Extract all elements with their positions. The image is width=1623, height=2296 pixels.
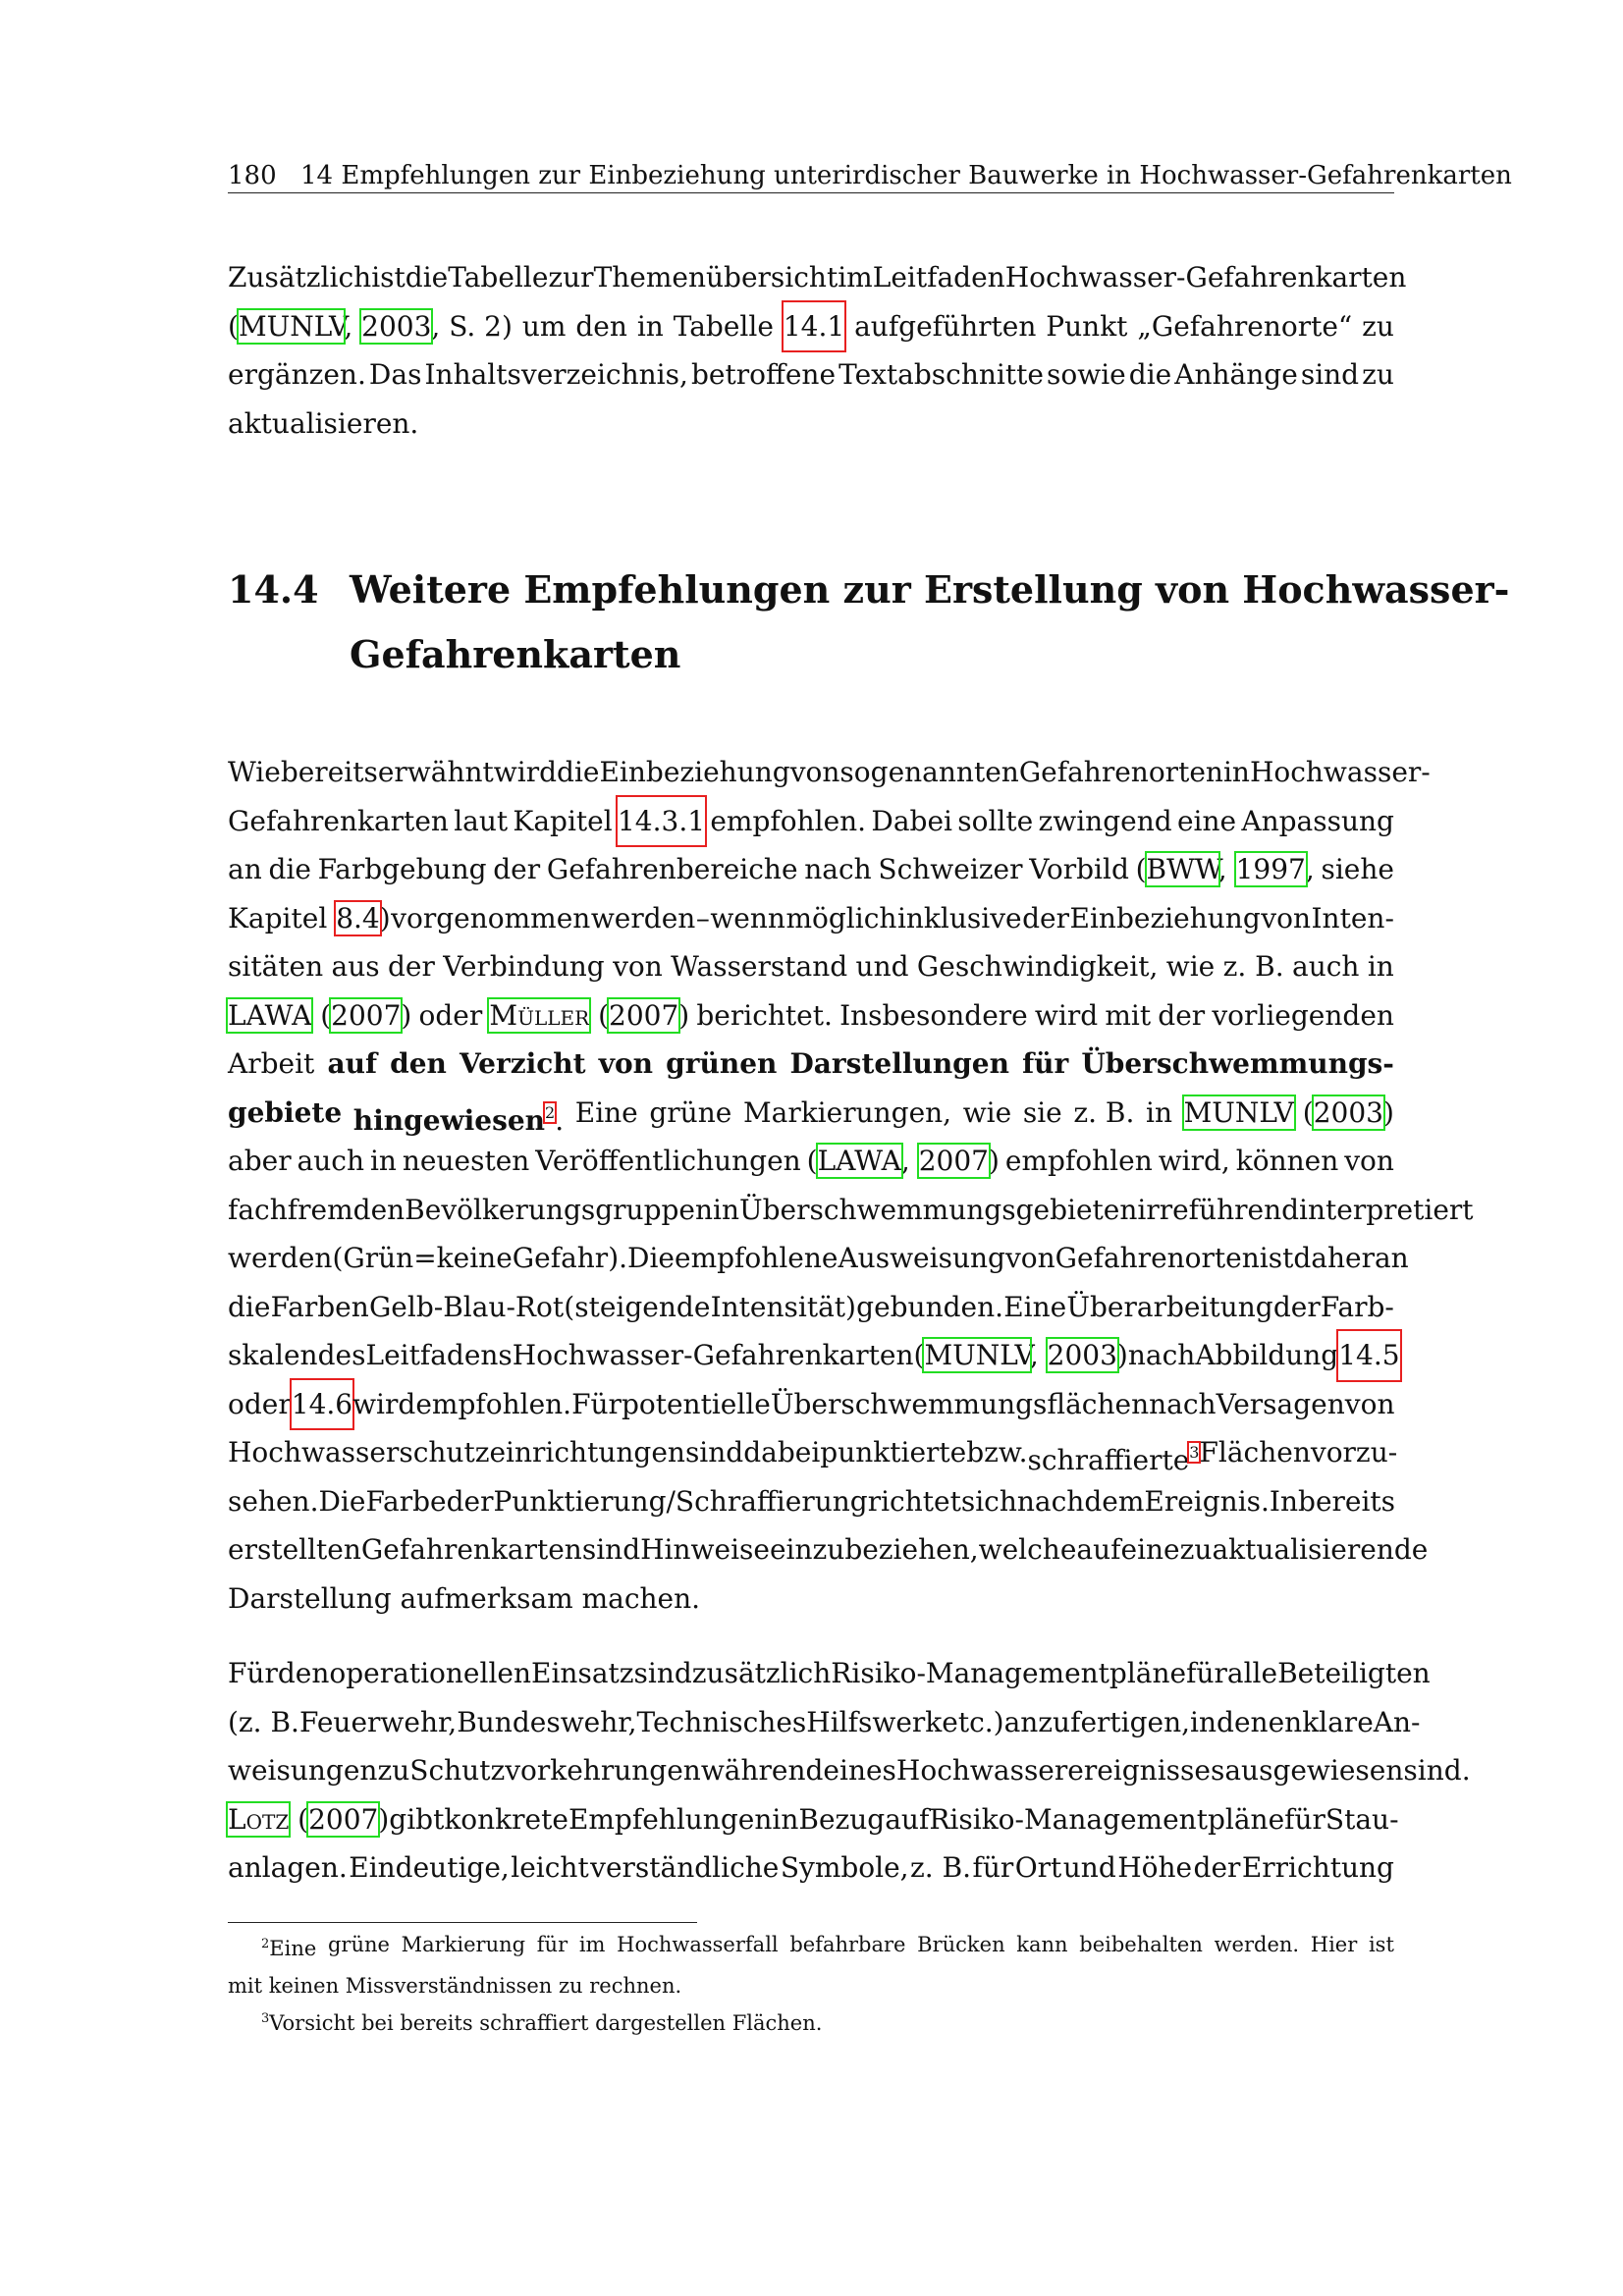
- section-title-line1: Weitere Empfehlungen zur Erstellung von Hochwasser-: [350, 567, 1510, 612]
- citation-link[interactable]: 2007: [918, 1145, 989, 1177]
- text-line: gebiete hingewiesen$^2$. Eine grüne Markierungen, wie sie z. B. in MUNLV (2003): [228, 1095, 1394, 1137]
- footnote-number: 2: [261, 1937, 270, 1951]
- paragraph-risk-management: [228, 1649, 1471, 1893]
- chapter-reference-link[interactable]: 14.3.1: [618, 797, 705, 846]
- text-line: ergänzen. Das Inhaltsverzeichnis, betroffene Textabschnitte sowie die Anhänge sind zu: [228, 358, 1394, 391]
- citation-link[interactable]: 2007: [331, 998, 402, 1032]
- citation-link[interactable]: MUNLV: [1183, 1095, 1294, 1129]
- citation-link[interactable]: 2003: [361, 309, 432, 343]
- text-line: aber auch in neuesten Veröffentlichungen (LAWA, 2007) empfohlen wird, können von: [228, 1145, 1394, 1177]
- text-line: Kapitel 8.4) vorgenommen werden – wenn möglich inklusive der Einbeziehung von Inten-: [228, 901, 1394, 934]
- running-title: 14 Empfehlungen zur Einbeziehung unterirdischer Bauwerke in Hochwasser-Gefahrenkarten: [300, 161, 1512, 190]
- section-number: 14.4: [228, 567, 319, 612]
- citation-link[interactable]: Müller: [489, 998, 590, 1032]
- text-line: Gefahrenkarten laut Kapitel 14.3.1 empfohlen. Dabei sollte zwingend eine Anpassung: [228, 797, 1394, 846]
- paragraph-table-update: [228, 253, 1407, 448]
- text-line: Darstellung aufmerksam machen.: [228, 1581, 701, 1615]
- text-line: LAWA (2007) oder Müller (2007) berichtet. Insbesondere wird mit der vorliegenden: [228, 998, 1394, 1032]
- footnote-marker[interactable]: 3: [1189, 1443, 1200, 1462]
- text-line: Arbeit auf den Verzicht von grünen Darstellungen für Überschwemmungs-: [228, 1047, 1394, 1080]
- citation-link[interactable]: 2003: [1313, 1095, 1383, 1129]
- chapter-reference-link[interactable]: 8.4: [336, 901, 380, 934]
- citation-link[interactable]: LAWA: [228, 998, 312, 1032]
- text-line: oder 14.6 wird empfohlen. Für potentielle Überschwemmungsflächen nach Versagen von: [228, 1380, 1394, 1429]
- citation-link[interactable]: MUNLV: [238, 309, 345, 343]
- text-line: Lotz (2007) gibt konkrete Empfehlungen in Bezug auf Risiko-Managementpläne für Stau-: [228, 1802, 1399, 1836]
- text-line: Zusätzlich ist die Tabelle zur Themenübersicht im Leitfaden Hochwasser-Gefahrenkarten: [228, 261, 1407, 294]
- running-header: [228, 159, 1512, 193]
- citation-link[interactable]: LAWA: [817, 1145, 901, 1177]
- footnote-line: mit keinen Missverständnissen zu rechnen.: [228, 1974, 682, 1998]
- text-line: sehen. Die Farbe der Punktierung/Schraffierung richtet sich nach dem Ereignis. In bereits: [228, 1484, 1396, 1518]
- text-line: Wie bereits erwähnt wird die Einbeziehung von so genannten Gefahrenorten in Hochwasser-: [228, 756, 1431, 788]
- footnote-rule: [228, 1922, 697, 1923]
- citation-link[interactable]: 2007: [609, 998, 679, 1032]
- paragraph-recommendations: [228, 748, 1474, 1623]
- footnote-marker[interactable]: 2: [545, 1102, 556, 1122]
- text-line: fachfremden Bevölkerungsgruppen in Überschwemmungsgebieten irreführend interpretiert: [228, 1193, 1474, 1226]
- text-line: an die Farbgebung der Gefahrenbereiche nach Schweizer Vorbild (BWW, 1997, siehe: [228, 853, 1394, 885]
- text-line: erstellten Gefahrenkarten sind Hinweise einzubeziehen, welche auf eine zu aktualisierende: [228, 1533, 1429, 1566]
- page-number: 180: [228, 161, 277, 190]
- citation-link[interactable]: BWW: [1146, 853, 1218, 885]
- footnote-line: $^2$Eine grüne Markierung für im Hochwasserfall befahrbare Brücken kann beibehalten werden. Hier ist: [261, 1933, 1394, 1960]
- text-line: Hochwasserschutzeinrichtungen sind dabei punktierte bzw. schraffierte$^3$ Flächen vorzu-: [228, 1436, 1398, 1476]
- footnote-2: [228, 1926, 1394, 2004]
- text-line: skalen des Leitfadens Hochwasser-Gefahrenkarten (MUNLV, 2003) nach Abbildung 14.5: [228, 1331, 1394, 1380]
- text-line: aktualisieren.: [228, 406, 419, 440]
- citation-link[interactable]: 2007: [308, 1802, 379, 1836]
- text-line: anlagen. Eindeutige, leicht verständliche Symbole, z. B. für Ort und Höhe der Errichtung: [228, 1851, 1394, 1884]
- text-line: werden (Grün = keine Gefahr). Die empfohlene Ausweisung von Gefahrenorten ist daher an: [228, 1242, 1409, 1274]
- footnote-3: [228, 2001, 1394, 2042]
- citation-link[interactable]: MUNLV: [924, 1339, 1030, 1371]
- citation-link[interactable]: Lotz: [228, 1802, 290, 1836]
- text-line: die Farben Gelb-Blau-Rot (steigende Intensität) gebunden. Eine Überarbeitung der Farb-: [228, 1290, 1394, 1323]
- text-line: sitäten aus der Verbindung von Wasserstand und Geschwindigkeit, wie z. B. auch in: [228, 950, 1394, 983]
- citation-link[interactable]: 1997: [1235, 853, 1306, 885]
- citation-link[interactable]: 2003: [1047, 1339, 1117, 1371]
- footnote-number: 3: [261, 2011, 270, 2026]
- text-line: (z. B. Feuerwehr, Bundeswehr, Technisches Hilfswerk etc.) anzufertigen, in denen klare An-: [228, 1705, 1421, 1738]
- section-title-line2: Gefahrenkarten: [350, 632, 681, 676]
- table-reference-link[interactable]: 14.1: [784, 302, 844, 351]
- figure-reference-link[interactable]: 14.6: [292, 1380, 352, 1429]
- text-line: Für den operationellen Einsatz sind zusätzlich Risiko-Managementpläne für alle Beteiligten: [228, 1657, 1431, 1689]
- footnote-line: $^3$Vorsicht bei bereits schraffiert dargestellen Flächen.: [261, 2011, 823, 2035]
- figure-reference-link[interactable]: 14.5: [1338, 1331, 1399, 1380]
- text-line: weisungen zu Schutzvorkehrungen während eines Hochwasserereignisses ausgewiesen sind.: [228, 1754, 1471, 1787]
- text-line: (MUNLV, 2003, S. 2) um den in Tabelle 14.1 aufgeführten Punkt „Gefahrenorte“ zu: [228, 302, 1394, 351]
